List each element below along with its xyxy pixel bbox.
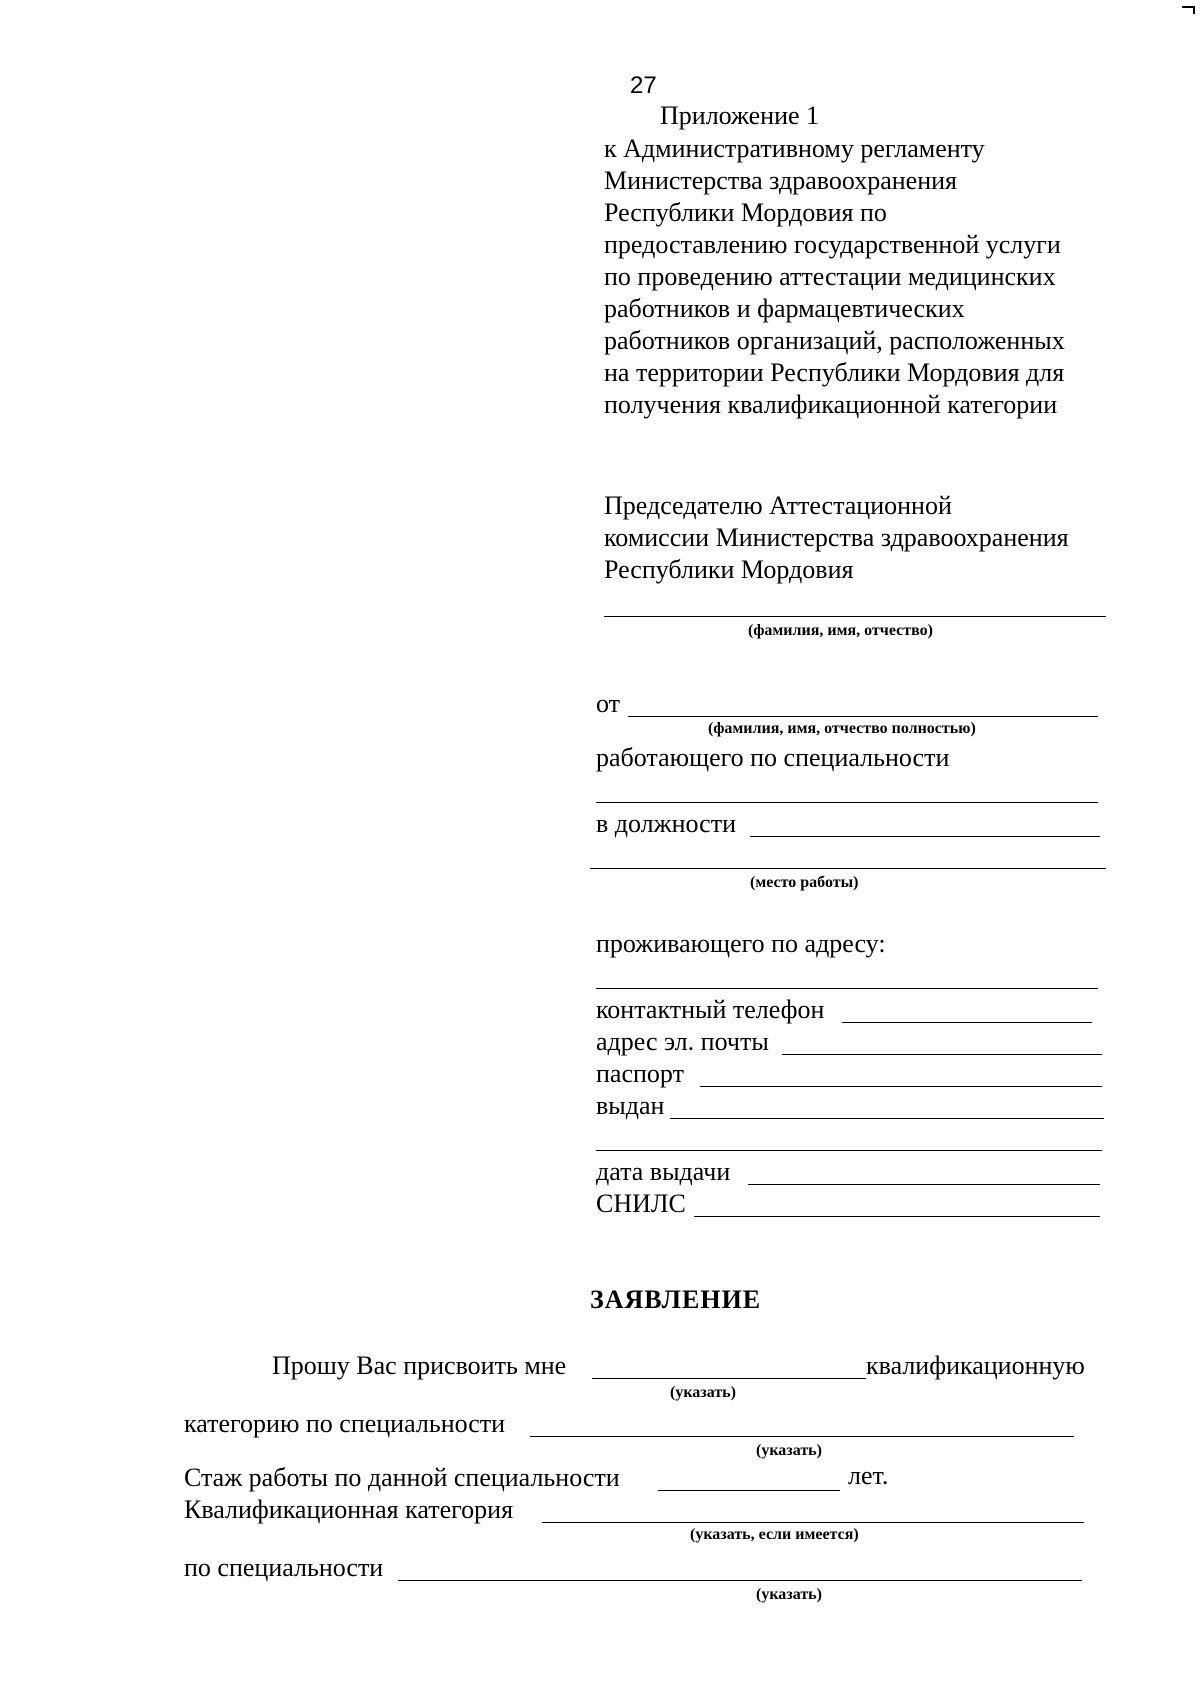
passport-label: паспорт	[596, 1059, 684, 1088]
from-label: от	[596, 689, 621, 718]
caption-specify: (указать)	[756, 1586, 822, 1603]
caption-workplace: (место работы)	[750, 874, 859, 891]
current-specialty-label: по специальности	[184, 1553, 384, 1582]
addressee-line: комиссии Министерства здравоохранения	[604, 523, 1069, 552]
issued-field-continuation[interactable]	[596, 1150, 1102, 1151]
chairman-name-field[interactable]	[604, 616, 1106, 617]
appendix-line: работников и фармацевтических	[604, 294, 965, 323]
appendix-title: Приложение 1	[660, 101, 820, 130]
page-number: 27	[630, 72, 657, 99]
category-request-field[interactable]	[592, 1378, 866, 1379]
specialty-field[interactable]	[596, 802, 1098, 803]
email-label: адрес эл. почты	[596, 1027, 769, 1056]
appendix-line: по проведению аттестации медицинских	[604, 262, 1056, 291]
addressee-line: Республики Мордовия	[604, 555, 854, 584]
email-field[interactable]	[782, 1054, 1102, 1055]
phone-label: контактный телефон	[596, 995, 825, 1024]
experience-unit: лет.	[848, 1461, 889, 1490]
workplace-field[interactable]	[590, 868, 1106, 869]
current-specialty-field[interactable]	[398, 1580, 1082, 1581]
caption-if-any: (указать, если имеется)	[690, 1526, 859, 1543]
specialty-label: работающего по специальности	[596, 743, 950, 772]
category-specialty-field[interactable]	[530, 1436, 1074, 1437]
issue-date-field[interactable]	[748, 1184, 1100, 1185]
position-label: в должности	[596, 809, 736, 838]
current-category-label: Квалификационная категория	[184, 1495, 514, 1524]
appendix-line: к Административному регламенту	[604, 134, 985, 163]
addressee-line: Председателю Аттестационной	[604, 491, 952, 520]
address-label: проживающего по адресу:	[596, 929, 886, 958]
appendix-line: работников организаций, расположенных	[604, 326, 1065, 355]
issued-field[interactable]	[670, 1118, 1104, 1119]
snils-label: СНИЛС	[596, 1189, 686, 1218]
caption-fio: (фамилия, имя, отчество)	[748, 622, 933, 639]
issued-label: выдан	[596, 1091, 665, 1120]
request-text: Прошу Вас присвоить мне	[272, 1351, 567, 1380]
current-category-field[interactable]	[542, 1522, 1084, 1523]
appendix-line: предоставлению государственной услуги	[604, 230, 1061, 259]
passport-field[interactable]	[700, 1086, 1102, 1087]
caption-specify: (указать)	[670, 1384, 736, 1401]
corner-mark	[1182, 2, 1196, 16]
experience-years-field[interactable]	[658, 1490, 840, 1491]
caption-specify: (указать)	[756, 1442, 822, 1459]
appendix-line: на территории Республики Мордовия для	[604, 358, 1065, 387]
snils-field[interactable]	[694, 1216, 1100, 1217]
category-specialty-label: категорию по специальности	[184, 1409, 506, 1438]
statement-heading: ЗАЯВЛЕНИЕ	[590, 1285, 762, 1314]
applicant-name-field[interactable]	[628, 716, 1098, 717]
issue-date-label: дата выдачи	[596, 1157, 731, 1186]
appendix-line: Министерства здравоохранения	[604, 166, 957, 195]
caption-fio-full: (фамилия, имя, отчество полностью)	[708, 720, 976, 737]
appendix-line: Республики Мордовия по	[604, 198, 887, 227]
phone-field[interactable]	[842, 1022, 1092, 1023]
appendix-line: получения квалификационной категории	[604, 390, 1058, 419]
experience-label: Стаж работы по данной специальности	[184, 1463, 620, 1492]
request-text-end: квалификационную	[866, 1351, 1085, 1380]
position-field[interactable]	[750, 836, 1100, 837]
address-field[interactable]	[596, 988, 1098, 989]
